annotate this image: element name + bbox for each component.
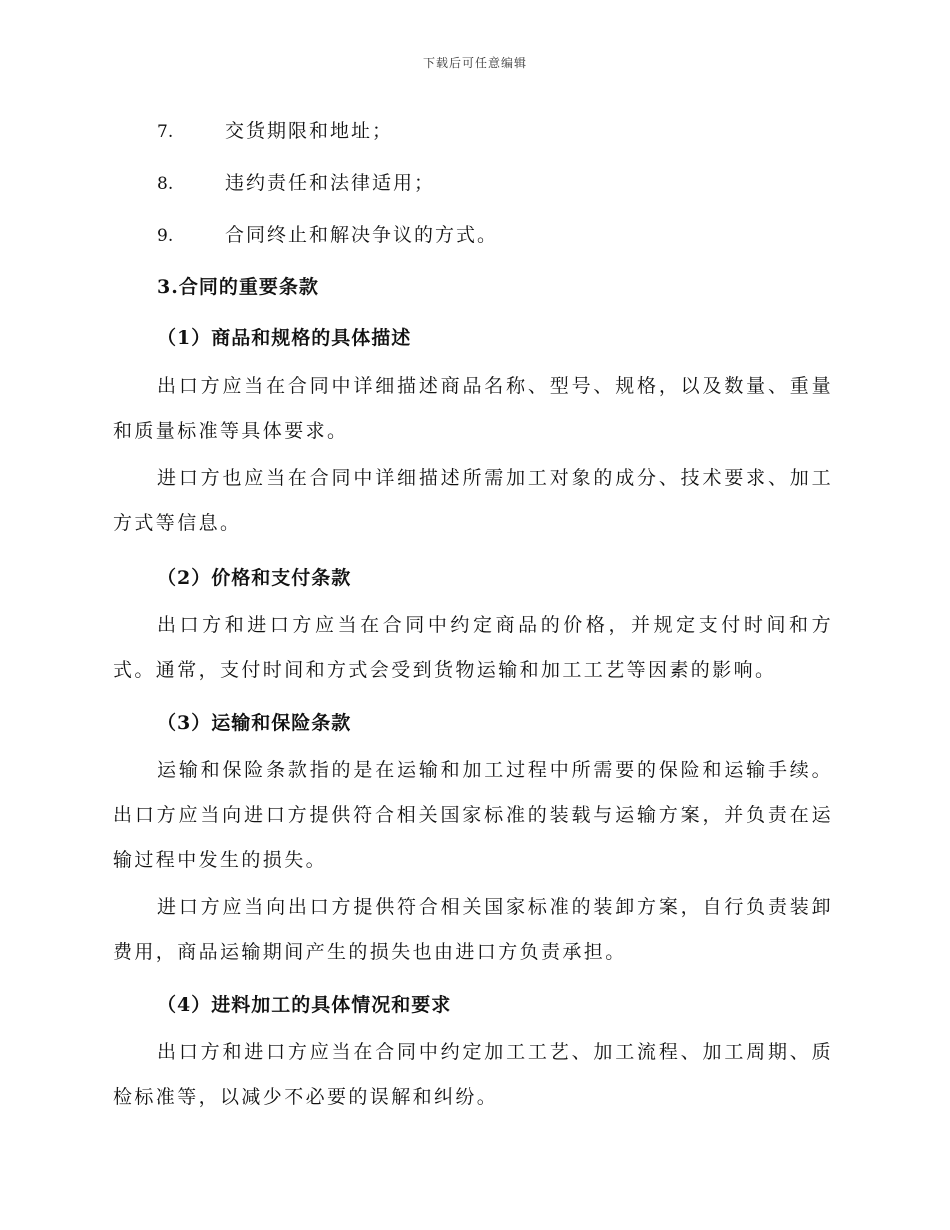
- list-item: [157, 220, 498, 247]
- paragraph: 出口方和进口方应当在合同中约定商品的价格，并规定支付时间和方式。通常，支付时间和方式会受到货物运输和加工工艺等因素的影响。: [113, 614, 833, 681]
- list-item-text: 交货期限和地址；: [225, 120, 394, 142]
- paragraph: 进口方应当向出口方提供符合相关国家标准的装卸方案，自行负责装卸费用，商品运输期间产生的损失也由进口方负责承担。: [113, 896, 833, 963]
- subsection-heading: （2）价格和支付条款: [157, 567, 352, 589]
- list-item: [157, 168, 435, 195]
- paragraph: 运输和保险条款指的是在运输和加工过程中所需要的保险和运输手续。出口方应当向进口方提供符合相关国家标准的装载与运输方案，并负责在运输过程中发生的损失。: [113, 759, 833, 871]
- list-item-number: 9.: [157, 226, 174, 246]
- list-item-text: 违约责任和法律适用；: [225, 172, 436, 194]
- paragraph: 进口方也应当在合同中详细描述所需加工对象的成分、技术要求、加工方式等信息。: [113, 467, 833, 534]
- list-item-number: 7.: [157, 122, 174, 142]
- list-item-number: 8.: [157, 174, 174, 194]
- paragraph: 出口方和进口方应当在合同中约定加工工艺、加工流程、加工周期、质检标准等，以减少不必要的误解和纠纷。: [113, 1041, 833, 1108]
- list-item: [157, 116, 393, 143]
- subsection-heading: （3）运输和保险条款: [157, 712, 352, 734]
- paragraph: 出口方应当在合同中详细描述商品名称、型号、规格，以及数量、重量和质量标准等具体要求。: [113, 375, 833, 442]
- section-heading: 3.合同的重要条款: [157, 276, 319, 298]
- subsection-heading: （4）进料加工的具体情况和要求: [157, 994, 452, 1016]
- subsection-heading: （1）商品和规格的具体描述: [157, 327, 412, 349]
- page-header: 下载后可任意编辑: [422, 56, 527, 70]
- list-item-text: 合同终止和解决争议的方式。: [225, 224, 499, 246]
